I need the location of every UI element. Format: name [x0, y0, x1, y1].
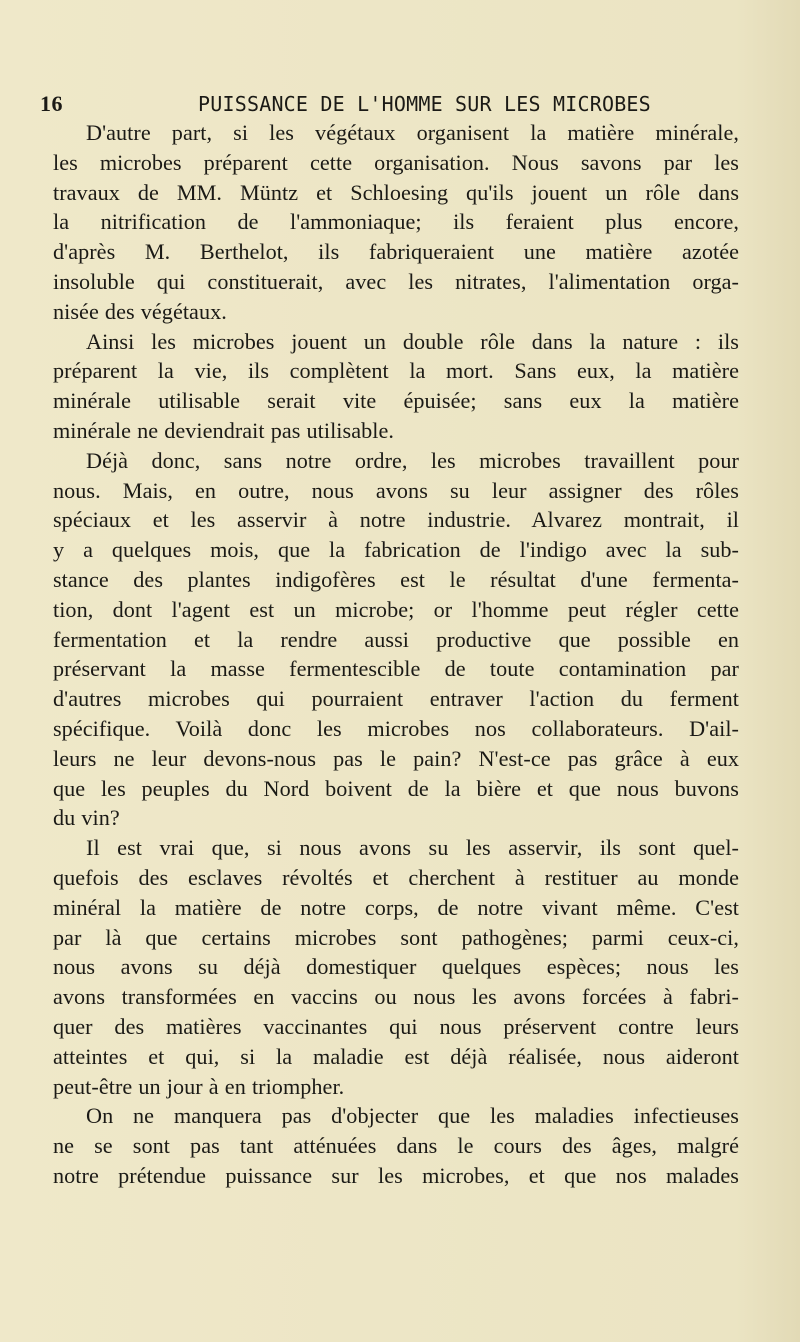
text-line-29: nous avons su déjà domestiquer quelques espèces; nous les — [53, 954, 739, 980]
text-line-33: peut-être un jour à en triompher. — [53, 1073, 345, 1099]
page-header — [40, 89, 740, 119]
text-line-02: les microbes préparent cette organisation. Nous savons par les — [53, 149, 739, 175]
text-line-30: avons transformées en vaccins ou nous les avons forcées à fabri- — [53, 984, 739, 1010]
text-line-26: quefois des esclaves révoltés et cherchent à restituer au monde — [53, 864, 739, 890]
text-line-21: spécifique. Voilà donc les microbes nos collaborateurs. D'ail- — [53, 715, 739, 741]
text-line-18: fermentation et la rendre aussi productive que possible en — [53, 626, 739, 652]
text-line-14: spéciaux et les asservir à notre industrie. Alvarez montrait, il — [53, 507, 739, 533]
text-line-15: y a quelques mois, que la fabrication de l'indigo avec la sub- — [53, 537, 739, 563]
text-line-19: préservant la masse fermentescible de toute contamination par — [53, 656, 739, 682]
text-line-08: Ainsi les microbes jouent un double rôle dans la nature : ils — [86, 328, 739, 354]
text-line-25: Il est vrai que, si nous avons su les asservir, ils sont quel- — [86, 835, 739, 861]
running-title: PUISSANCE DE L'HOMME SUR LES MICROBES — [198, 92, 651, 116]
text-line-04: la nitrification de l'ammoniaque; ils feraient plus encore, — [53, 209, 739, 235]
text-line-05: d'après M. Berthelot, ils fabriqueraient une matière azotée — [53, 239, 739, 265]
text-line-35: ne se sont pas tant atténuées dans le cours des âges, malgré — [53, 1133, 739, 1159]
text-line-17: tion, dont l'agent est un microbe; or l'homme peut régler cette — [53, 596, 739, 622]
text-line-03: travaux de MM. Müntz et Schloesing qu'ils jouent un rôle dans — [53, 179, 739, 205]
text-line-12: Déjà donc, sans notre ordre, les microbes travaillent pour — [86, 447, 739, 473]
text-line-34: On ne manquera pas d'objecter que les maladies infectieuses — [86, 1103, 739, 1129]
text-line-27: minéral la matière de notre corps, de notre vivant même. C'est — [53, 894, 739, 920]
text-line-13: nous. Mais, en outre, nous avons su leur assigner des rôles — [53, 477, 739, 503]
text-line-01: D'autre part, si les végétaux organisent la matière minérale, — [86, 120, 739, 145]
text-line-11: minérale ne deviendrait pas utilisable. — [53, 417, 394, 443]
text-line-24: du vin? — [53, 805, 120, 831]
text-line-22: leurs ne leur devons-nous pas le pain? N'est-ce pas grâce à eux — [53, 745, 739, 771]
text-line-06: insoluble qui constituerait, avec les nitrates, l'alimentation orga- — [53, 268, 739, 294]
text-line-28: par là que certains microbes sont pathogènes; parmi ceux-ci, — [53, 924, 739, 950]
text-line-07: nisée des végétaux. — [53, 298, 227, 324]
text-line-10: minérale utilisable serait vite épuisée; sans eux la matière — [53, 388, 739, 414]
text-line-23: que les peuples du Nord boivent de la bière et que nous buvons — [53, 775, 739, 801]
text-line-09: préparent la vie, ils complètent la mort. Sans eux, la matière — [53, 358, 739, 384]
text-line-20: d'autres microbes qui pourraient entraver l'action du ferment — [53, 686, 739, 712]
text-line-31: quer des matières vaccinantes qui nous préservent contre leurs — [53, 1013, 739, 1039]
page-number: 16 — [40, 91, 63, 116]
text-line-16: stance des plantes indigofères est le résultat d'une fermenta- — [53, 566, 739, 592]
text-line-32: atteintes et qui, si la maladie est déjà réalisée, nous aideront — [53, 1043, 739, 1069]
body-text — [53, 118, 739, 1191]
text-line-36: notre prétendue puissance sur les microbes, et que nos malades — [53, 1162, 739, 1188]
